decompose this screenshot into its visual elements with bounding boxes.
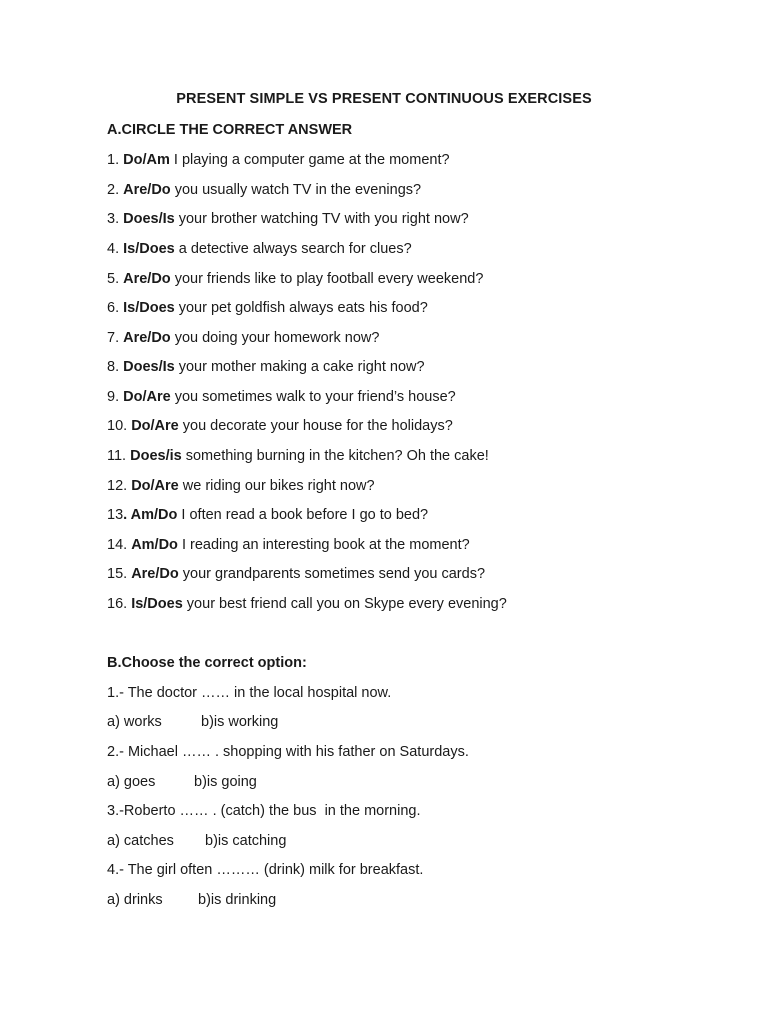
- item-number: 2.: [107, 182, 124, 198]
- option-a: a) goes: [107, 774, 156, 790]
- section-b-heading: B.Choose the correct option:: [107, 655, 307, 671]
- options-3: [107, 832, 286, 850]
- exercise-item-10: [107, 417, 453, 435]
- option-a: a) works: [107, 714, 162, 730]
- item-choice: Do/Are: [131, 478, 179, 494]
- options-1: [107, 713, 278, 731]
- exercise-item-16: [107, 595, 507, 613]
- item-choice: Are/Do: [123, 182, 171, 198]
- option-b: b)is drinking: [198, 892, 277, 908]
- exercise-item-5: [107, 270, 483, 288]
- exercise-item-11: [107, 447, 489, 465]
- item-text: your mother making a cake right now?: [174, 359, 425, 375]
- item-choice: Am/Do: [131, 537, 178, 553]
- item-text: your brother watching TV with you right now?: [174, 211, 469, 227]
- item-text: your best friend call you on Skype every evening?: [182, 596, 507, 612]
- exercise-item-1: [107, 151, 450, 169]
- item-number: 14.: [107, 537, 132, 553]
- item-choice: Are/Do: [123, 330, 171, 346]
- exercise-item-8: [107, 358, 425, 376]
- exercise-item-15: [107, 565, 485, 583]
- item-number: 6.: [107, 300, 124, 316]
- item-number: 4.: [107, 241, 124, 257]
- item-number: 15.: [107, 566, 132, 582]
- exercise-item-4: [107, 240, 412, 258]
- item-choice: Do/Are: [131, 418, 179, 434]
- item-choice: Is/Does: [131, 596, 183, 612]
- item-number: 7.: [107, 330, 124, 346]
- exercise-item-7: [107, 329, 379, 347]
- item-choice: Does/Is: [123, 359, 175, 375]
- section-a-heading: A.CIRCLE THE CORRECT ANSWER: [107, 122, 353, 138]
- option-a: a) drinks: [107, 892, 163, 908]
- item-choice: Are/Do: [123, 271, 171, 287]
- item-number: 1.: [107, 152, 124, 168]
- item-text: your grandparents sometimes send you cards?: [178, 566, 486, 582]
- exercise-item-3: [107, 210, 469, 228]
- options-2: [107, 773, 257, 791]
- item-choice: Do/Am: [123, 152, 170, 168]
- item-text: something burning in the kitchen? Oh the cake!: [181, 448, 489, 464]
- item-choice: Does/Is: [123, 211, 175, 227]
- item-number: 11.: [107, 448, 131, 464]
- item-number: 16.: [107, 596, 132, 612]
- question-1: 1.- The doctor …… in the local hospital now.: [107, 685, 392, 701]
- exercise-item-14: [107, 536, 470, 554]
- exercise-item-6: [107, 299, 428, 317]
- item-number: 13: [107, 507, 124, 523]
- option-a: a) catches: [107, 833, 174, 849]
- item-choice: Are/Do: [131, 566, 179, 582]
- item-choice: Do/Are: [123, 389, 171, 405]
- question-3: 3.-Roberto …… . (catch) the bus in the morning.: [107, 803, 421, 819]
- page-title: PRESENT SIMPLE VS PRESENT CONTINUOUS EXERCISES: [176, 91, 592, 107]
- item-text: you usually watch TV in the evenings?: [170, 182, 422, 198]
- item-text: you decorate your house for the holidays?: [178, 418, 453, 434]
- item-text: your friends like to play football every weekend?: [170, 271, 484, 287]
- item-choice: Is/Does: [123, 241, 175, 257]
- item-text: I reading an interesting book at the moment?: [177, 537, 470, 553]
- item-text: we riding our bikes right now?: [178, 478, 375, 494]
- item-text: I often read a book before I go to bed?: [177, 507, 429, 523]
- item-number: 3.: [107, 211, 124, 227]
- item-text: a detective always search for clues?: [174, 241, 412, 257]
- question-2: 2.- Michael …… . shopping with his father on Saturdays.: [107, 744, 469, 760]
- options-4: [107, 891, 276, 909]
- item-number: 9.: [107, 389, 124, 405]
- item-number: 5.: [107, 271, 124, 287]
- exercise-item-2: [107, 181, 421, 199]
- item-text: you sometimes walk to your friend’s house?: [170, 389, 456, 405]
- exercise-item-12: [107, 477, 375, 495]
- question-4: 4.- The girl often ……… (drink) milk for breakfast.: [107, 862, 424, 878]
- item-text: I playing a computer game at the moment?: [169, 152, 450, 168]
- item-choice: . Am/Do: [123, 507, 178, 523]
- item-number: 8.: [107, 359, 124, 375]
- option-b: b)is working: [201, 714, 279, 730]
- item-text: you doing your homework now?: [170, 330, 380, 346]
- item-text: your pet goldfish always eats his food?: [174, 300, 428, 316]
- item-number: 10.: [107, 418, 132, 434]
- option-b: b)is catching: [205, 833, 287, 849]
- item-number: 12.: [107, 478, 132, 494]
- option-b: b)is going: [194, 774, 257, 790]
- exercise-item-9: [107, 388, 456, 406]
- item-choice: Does/is: [130, 448, 182, 464]
- item-choice: Is/Does: [123, 300, 175, 316]
- exercise-item-13: [107, 506, 428, 524]
